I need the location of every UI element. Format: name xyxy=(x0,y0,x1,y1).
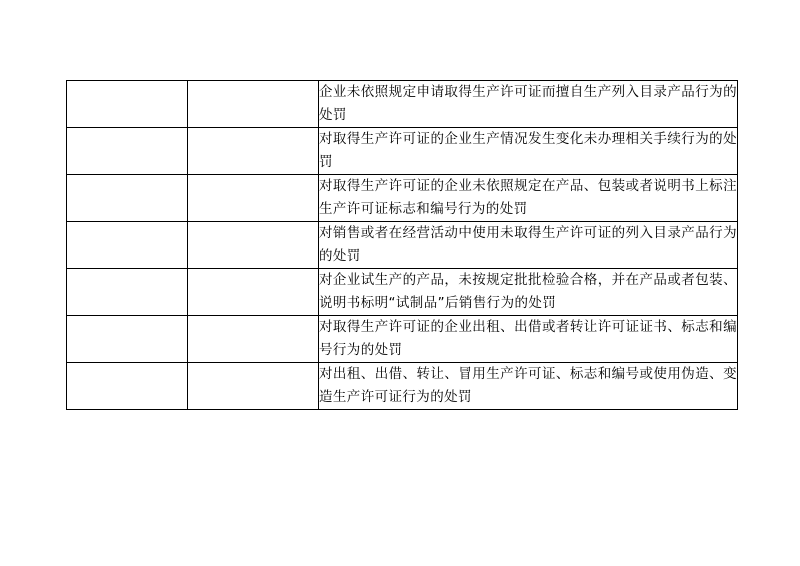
table-cell-category xyxy=(67,128,188,175)
table-cell-item: 对企业试生产的产品，未按规定批批检验合格，并在产品或者包装、说明书标明“试制品”后销售行为的处罚 xyxy=(319,269,738,316)
table-cell-category xyxy=(67,269,188,316)
table-cell-item: 企业未依照规定申请取得生产许可证而擅自生产列入目录产品行为的处罚 xyxy=(319,81,738,128)
table-cell-category xyxy=(67,81,188,128)
table-cell-item: 对销售或者在经营活动中使用未取得生产许可证的列入目录产品行为的处罚 xyxy=(319,222,738,269)
table-cell-category xyxy=(67,363,188,410)
table-row xyxy=(67,222,738,269)
table-cell-subcategory xyxy=(188,128,319,175)
table-cell-item: 对取得生产许可证的企业生产情况发生变化未办理相关手续行为的处罚 xyxy=(319,128,738,175)
regulation-table xyxy=(66,80,738,410)
table-cell-subcategory xyxy=(188,316,319,363)
table-cell-category xyxy=(67,175,188,222)
table-cell-item: 对出租、出借、转让、冒用生产许可证、标志和编号或使用伪造、变造生产许可证行为的处罚 xyxy=(319,363,738,410)
table-cell-item: 对取得生产许可证的企业未依照规定在产品、包装或者说明书上标注生产许可证标志和编号行为的处罚 xyxy=(319,175,738,222)
table-row xyxy=(67,175,738,222)
table-cell-subcategory xyxy=(188,222,319,269)
table-cell-subcategory xyxy=(188,363,319,410)
table-cell-item: 对取得生产许可证的企业出租、出借或者转让许可证证书、标志和编号行为的处罚 xyxy=(319,316,738,363)
table-body xyxy=(67,81,738,410)
table-cell-subcategory xyxy=(188,269,319,316)
table-row xyxy=(67,316,738,363)
table-row xyxy=(67,363,738,410)
table-cell-subcategory xyxy=(188,81,319,128)
table-row xyxy=(67,269,738,316)
table-cell-category xyxy=(67,222,188,269)
table-cell-category xyxy=(67,316,188,363)
table-row xyxy=(67,128,738,175)
table-row xyxy=(67,81,738,128)
table-cell-subcategory xyxy=(188,175,319,222)
